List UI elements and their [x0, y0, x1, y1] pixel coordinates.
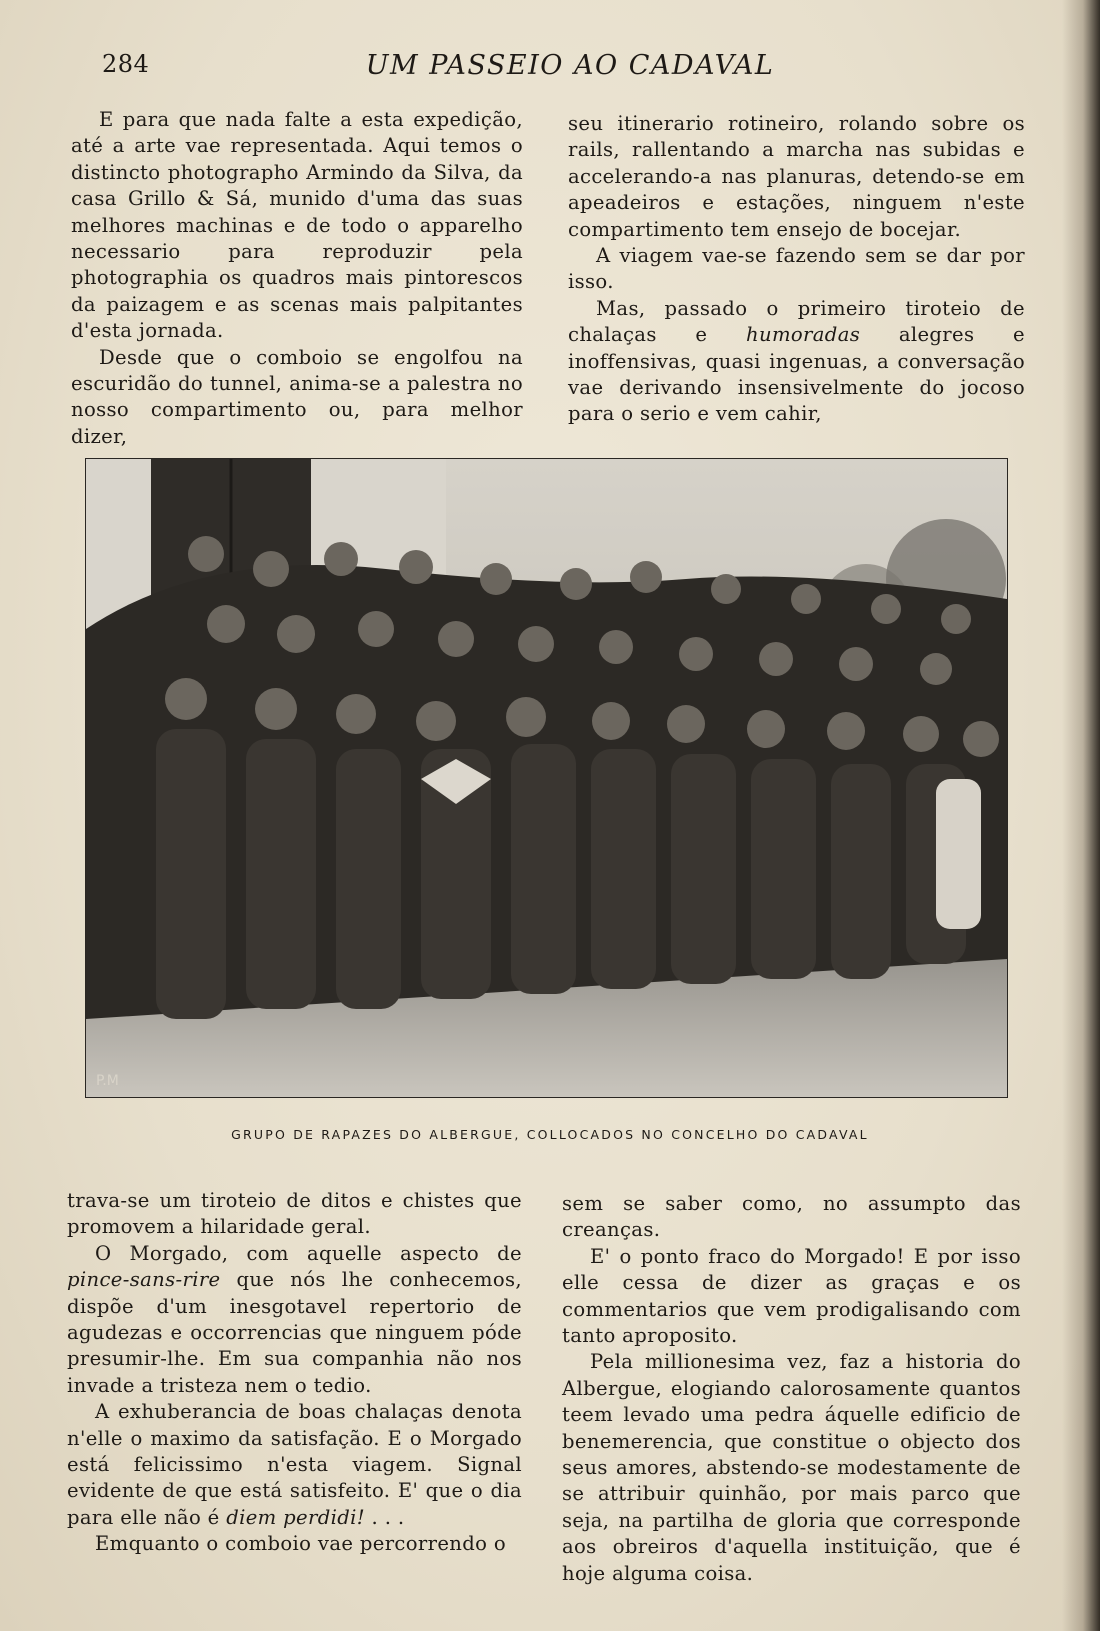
paragraph: A viagem vae-se fazendo sem se dar por isso.	[568, 244, 1025, 294]
text-run: Mas, passado o primeiro tiroteio de chalaças e	[568, 296, 1025, 347]
column-top-left	[71, 107, 523, 450]
paragraph: E' o ponto fraco do Morgado! E por isso elle cessa de dizer as graças e os commentarios que vem prodigalisando com tanto aproposito.	[562, 1244, 1021, 1348]
binding-shadow	[1062, 0, 1100, 1631]
column-bottom-left	[67, 1188, 522, 1558]
text-run: . . .	[364, 1505, 405, 1529]
paragraph: Pela millionesima vez, faz a historia do Albergue, elogiando calorosamente quantos teem levado uma pedra áquelle edificio de benemerencia, que constitue o objecto dos seus amores, abstendo-se modestamente de se attribuir quinhão, por mais parco que seja, na partilha de gloria que corresponde aos obreiros d'aquella instituição, que é hoje alguma coisa.	[562, 1350, 1021, 1585]
running-title: UM PASSEIO AO CADAVAL	[365, 50, 775, 81]
paragraph: Desde que o comboio se engolfou na escuridão do tunnel, anima-se a palestra no nosso compartimento ou, para melhor dizer,	[71, 345, 523, 448]
photographer-monogram: P.M	[96, 1073, 119, 1089]
paragraph: Emquanto o comboio vae percorrendo o	[95, 1532, 507, 1556]
paragraph: seu itinerario rotineiro, rolando sobre os rails, rallentando a marcha nas subidas e accelerando-a nas planuras, detendo-se em apeadeiros e estações, ninguem n'este compartimento tem ensejo de bocejar.	[568, 112, 1025, 241]
paragraph: E para que nada falte a esta expedição, até a arte vae representada. Aqui temos o distincto photographo Armindo da Silva, da casa Grillo & Sá, munido d'uma das suas melhores machinas e de todo o apparelho necessario para reproduzir pela photographia os quadros mais pintorescos da paizagem e as scenas mais palpitantes d'esta jornada.	[71, 108, 523, 343]
text-run: A exhuberancia de boas chalaças denota n'elle o maximo da satisfação. E o Morgado está felicissimo n'esta viagem. Signal evidente de que está satisfeito. E' que o dia para elle não é	[67, 1400, 522, 1529]
text-run: O Morgado, com aquelle aspecto de	[95, 1241, 522, 1265]
italic-text: pince-sans-rire	[67, 1268, 221, 1292]
paragraph: sem se saber como, no assumpto das creanças.	[562, 1192, 1021, 1242]
paragraph	[67, 1399, 522, 1531]
column-bottom-right	[562, 1191, 1021, 1587]
group-photograph	[86, 459, 1007, 1097]
photo-caption: GRUPO DE RAPAZES DO ALBERGUE, COLLOCADOS NO CONCELHO DO CADAVAL	[231, 1127, 869, 1142]
page-number: 284	[102, 50, 150, 78]
italic-text: diem perdidi!	[226, 1505, 365, 1529]
paragraph: trava-se um tiroteio de ditos e chistes que promovem a hilaridade geral.	[67, 1189, 522, 1239]
column-top-right	[568, 111, 1025, 428]
italic-text: humoradas	[746, 323, 861, 347]
paragraph	[568, 296, 1025, 428]
paragraph	[67, 1241, 522, 1399]
photo-illustration	[86, 459, 1007, 1097]
text-run: que nós lhe conhecemos, dispõe d'um inesgotavel repertorio de agudezas e occorrencias que ninguem póde presumir-lhe. Em sua companhia não nos invade a tristeza nem o tedio.	[67, 1268, 522, 1397]
text-run: alegres e inoffensivas, quasi ingenuas, a conversação vae derivando insensivelmente do jocoso para o serio e vem cahir,	[568, 323, 1025, 426]
